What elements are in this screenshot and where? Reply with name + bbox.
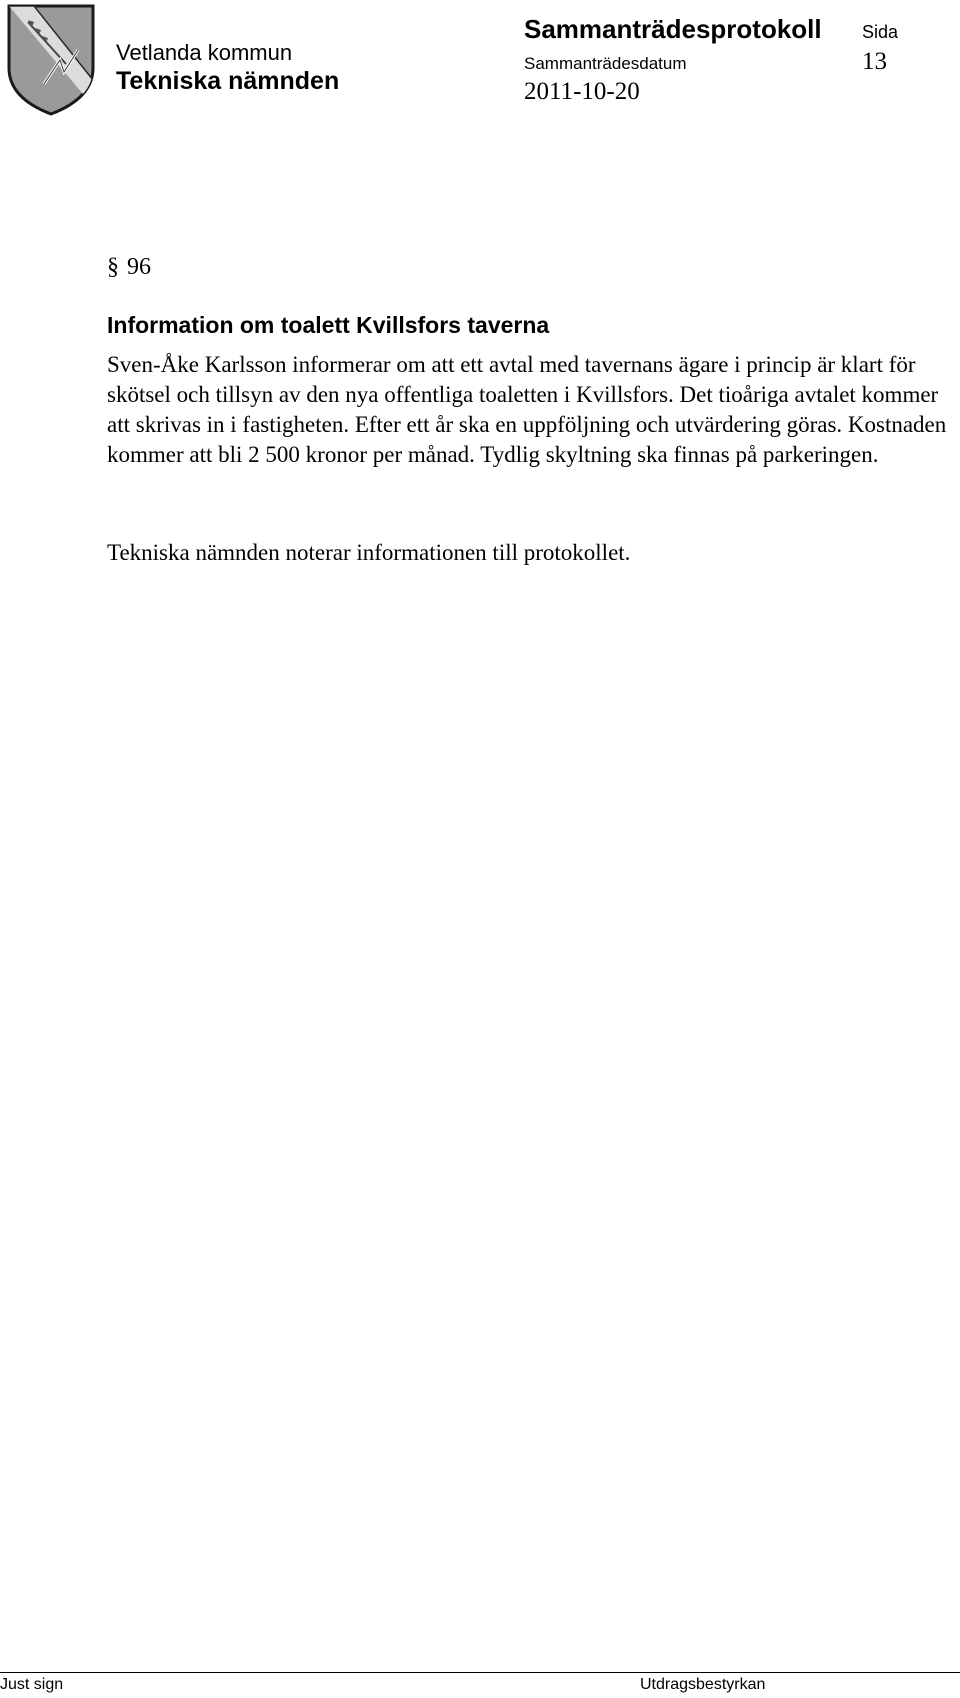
footer-certification-label: Utdragsbestyrkan — [640, 1676, 766, 1693]
section-number — [107, 254, 151, 281]
page-number: 13 — [862, 48, 887, 75]
section-sign: § — [107, 254, 119, 280]
item-body-paragraph: Sven-Åke Karlsson informerar om att ett avtal med tavernans ägare i princip är klart för skötsel och tillsyn av den nya offentliga toaletten i Kvillsfors. Det tioåriga avtalet kommer att skrivas in i fastigheten. Efter ett år ska en uppföljning och utvärdering göras. Kostnaden kommer att bli 2 500 kronor per månad. Tydlig skyltning ska finnas på parkeringen. — [107, 352, 947, 467]
document-type: Sammanträdesprotokoll — [524, 14, 822, 44]
item-heading: Information om toalett Kvillsfors taverna — [107, 312, 550, 338]
item-resolution: Tekniska nämnden noterar informationen till protokollet. — [107, 540, 631, 565]
section-number-value: 96 — [127, 254, 151, 280]
board-name: Tekniska nämnden — [116, 67, 340, 95]
meeting-date-value: 2011-10-20 — [524, 78, 640, 105]
municipality-name: Vetlanda kommun — [116, 40, 293, 65]
footer-divider — [0, 1672, 960, 1673]
coat-of-arms-icon — [4, 2, 98, 118]
footer-signature-label: Just sign — [0, 1676, 64, 1693]
page-label: Sida — [862, 22, 899, 42]
meeting-date-label: Sammanträdesdatum — [524, 54, 687, 73]
